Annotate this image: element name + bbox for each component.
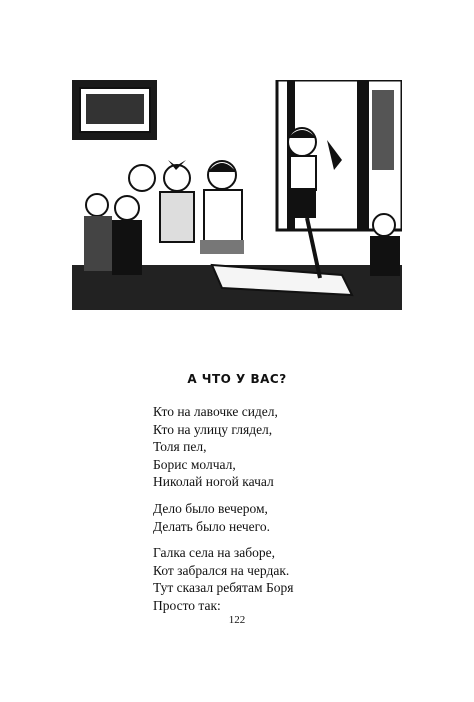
poem-line: Просто так: — [153, 597, 221, 613]
poem-body — [153, 403, 293, 624]
poem-line: Кто на лавочке сидел, — [153, 404, 278, 419]
poem-title: А ЧТО У ВАС? — [187, 372, 287, 386]
illustration-children-on-bench — [72, 80, 402, 310]
stanza-3 — [153, 544, 293, 614]
page-number: 122 — [228, 614, 246, 626]
stanza-1 — [153, 403, 293, 491]
poem-line: Борис молчал, — [153, 456, 236, 472]
poem-line: Тут сказал ребятам Боря — [153, 580, 294, 596]
poem-line: Кот забрался на чердак. — [153, 562, 290, 578]
poem-line: Николай ногой качал — [153, 474, 274, 490]
poem-line: Галка села на заборе, — [153, 545, 275, 561]
stanza-2 — [153, 500, 293, 535]
poem-line: Делать было нечего. — [153, 518, 270, 534]
poem-line: Толя пел, — [153, 439, 207, 455]
poem-line: Дело было вечером, — [153, 500, 268, 516]
poem-line: Кто на улицу глядел, — [153, 421, 273, 437]
